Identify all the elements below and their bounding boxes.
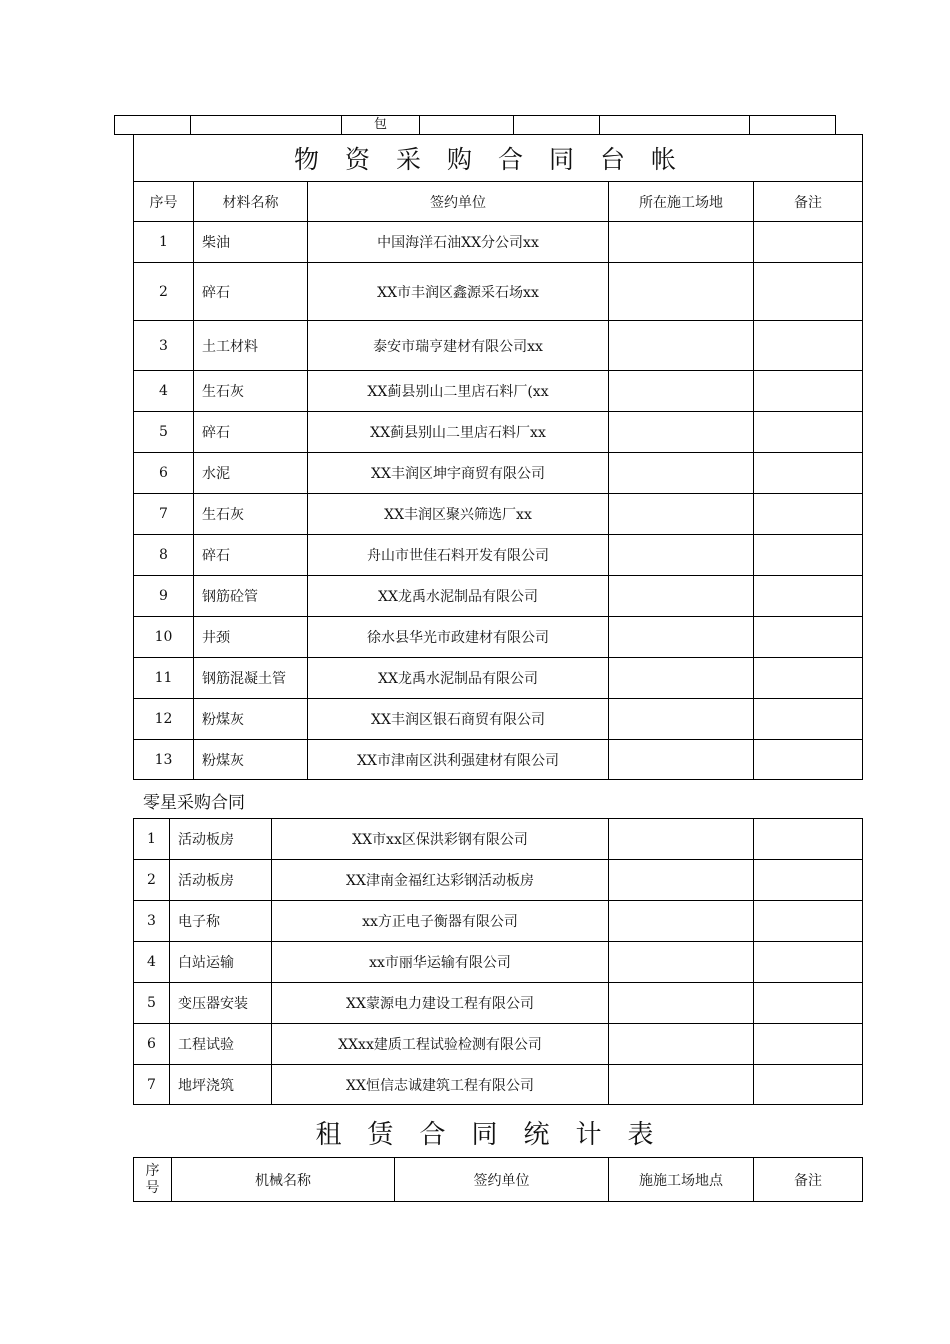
site-cell (609, 942, 754, 983)
site-cell (609, 371, 754, 412)
site-cell (609, 699, 754, 740)
contract-unit: XX市丰润区鑫源采石场xx (308, 263, 609, 321)
site-cell (609, 263, 754, 321)
top-strip-cell (836, 116, 837, 135)
material-name: 水泥 (194, 453, 308, 494)
site-cell (609, 658, 754, 699)
remark-cell (754, 371, 863, 412)
material-name: 土工材料 (194, 321, 308, 371)
row-number: 12 (134, 699, 194, 740)
row-number: 6 (134, 1024, 170, 1065)
site-cell (609, 819, 754, 860)
table-row (134, 412, 863, 453)
top-strip-table (114, 115, 837, 135)
table-row (134, 699, 863, 740)
remark-cell (754, 819, 863, 860)
site-cell (609, 1024, 754, 1065)
row-number: 6 (134, 453, 194, 494)
contract-unit: XX恒信志诚建筑工程有限公司 (272, 1065, 609, 1105)
purchase-contract-table (133, 134, 863, 780)
table-row (134, 1065, 863, 1105)
row-number: 10 (134, 617, 194, 658)
row-number: 5 (134, 412, 194, 453)
remark-cell (754, 494, 863, 535)
contract-unit: 舟山市世佳石料开发有限公司 (308, 535, 609, 576)
top-strip-row (115, 116, 837, 135)
remark-cell (754, 412, 863, 453)
site-cell (609, 1065, 754, 1105)
contract-unit: XX市津南区洪利强建材有限公司 (308, 740, 609, 780)
row-number: 8 (134, 535, 194, 576)
row-number: 11 (134, 658, 194, 699)
header-cell: 备注 (754, 182, 863, 222)
table-row (134, 617, 863, 658)
contract-unit: XX龙禹水泥制品有限公司 (308, 576, 609, 617)
header-cell: 施施工场地点 (609, 1158, 754, 1202)
material-name: 碎石 (194, 535, 308, 576)
header-cell: 备注 (754, 1158, 863, 1202)
table-row (134, 535, 863, 576)
purchase-table-title: 物资采购合同台帐 (134, 135, 863, 182)
site-cell (609, 494, 754, 535)
site-cell (609, 740, 754, 780)
table-row (134, 263, 863, 321)
contract-unit: XX蒙源电力建设工程有限公司 (272, 983, 609, 1024)
row-number: 7 (134, 494, 194, 535)
remark-cell (754, 453, 863, 494)
table-row (134, 740, 863, 780)
contract-unit: 泰安市瑞亨建材有限公司xx (308, 321, 609, 371)
top-strip-cell (750, 116, 836, 135)
remark-cell (754, 699, 863, 740)
contract-unit: XX津南金福红达彩钢活动板房 (272, 860, 609, 901)
contract-unit: XX蓟县别山二里店石料厂xx (308, 412, 609, 453)
remark-cell (754, 901, 863, 942)
table-row (134, 1024, 863, 1065)
row-number: 5 (134, 983, 170, 1024)
material-name: 碎石 (194, 263, 308, 321)
material-name: 钢筋混凝土管 (194, 658, 308, 699)
contract-unit: XX丰润区银石商贸有限公司 (308, 699, 609, 740)
contract-unit: XX丰润区坤宇商贸有限公司 (308, 453, 609, 494)
remark-cell (754, 1024, 863, 1065)
site-cell (609, 617, 754, 658)
top-strip-cell (191, 116, 342, 135)
contract-unit: XX蓟县别山二里店石料厂(xx (308, 371, 609, 412)
table-row (134, 983, 863, 1024)
remark-cell (754, 658, 863, 699)
site-cell (609, 983, 754, 1024)
remark-cell (754, 263, 863, 321)
top-strip-cell (420, 116, 514, 135)
row-number: 1 (134, 222, 194, 263)
table-row (134, 453, 863, 494)
remark-cell (754, 222, 863, 263)
material-name: 生石灰 (194, 494, 308, 535)
site-cell (609, 453, 754, 494)
lease-contract-table (133, 1157, 863, 1202)
item-name: 变压器安装 (170, 983, 272, 1024)
table-row (134, 942, 863, 983)
header-cell: 序号 (134, 182, 194, 222)
site-cell (609, 222, 754, 263)
header-row (134, 182, 863, 222)
header-cell: 机械名称 (172, 1158, 395, 1202)
site-cell (609, 860, 754, 901)
row-number: 4 (134, 942, 170, 983)
table-row (134, 860, 863, 901)
site-cell (609, 901, 754, 942)
site-cell (609, 576, 754, 617)
top-strip-cell (514, 116, 600, 135)
row-number: 7 (134, 1065, 170, 1105)
row-number: 2 (134, 860, 170, 901)
row-number: 3 (134, 901, 170, 942)
material-name: 钢筋砼管 (194, 576, 308, 617)
header-cell: 签约单位 (395, 1158, 609, 1202)
table-row (134, 819, 863, 860)
row-number: 4 (134, 371, 194, 412)
row-number: 3 (134, 321, 194, 371)
top-strip-cell (600, 116, 750, 135)
table-row (134, 222, 863, 263)
header-cell: 材料名称 (194, 182, 308, 222)
site-cell (609, 535, 754, 576)
material-name: 碎石 (194, 412, 308, 453)
material-name: 井颈 (194, 617, 308, 658)
misc-purchase-heading: 零星采购合同 (143, 793, 245, 813)
item-name: 电子称 (170, 901, 272, 942)
top-strip-cell (115, 116, 191, 135)
row-number: 13 (134, 740, 194, 780)
table-row (134, 321, 863, 371)
row-number: 1 (134, 819, 170, 860)
item-name: 工程试验 (170, 1024, 272, 1065)
item-name: 地坪浇筑 (170, 1065, 272, 1105)
top-strip-cell: 包 (342, 116, 420, 135)
row-number: 9 (134, 576, 194, 617)
remark-cell (754, 740, 863, 780)
remark-cell (754, 1065, 863, 1105)
header-cell: 签约单位 (308, 182, 609, 222)
remark-cell (754, 321, 863, 371)
item-name: 活动板房 (170, 860, 272, 901)
material-name: 粉煤灰 (194, 699, 308, 740)
contract-unit: xx市丽华运输有限公司 (272, 942, 609, 983)
item-name: 活动板房 (170, 819, 272, 860)
title-row (134, 135, 863, 182)
remark-cell (754, 942, 863, 983)
remark-cell (754, 860, 863, 901)
remark-cell (754, 576, 863, 617)
contract-unit: xx方正电子衡器有限公司 (272, 901, 609, 942)
remark-cell (754, 983, 863, 1024)
table-row (134, 901, 863, 942)
contract-unit: XX龙禹水泥制品有限公司 (308, 658, 609, 699)
misc-purchase-table (133, 818, 863, 1105)
site-cell (609, 412, 754, 453)
header-row (134, 1158, 863, 1202)
lease-table-title: 租赁合同统计表 (315, 1120, 680, 1150)
table-row (134, 494, 863, 535)
header-cell (134, 1158, 172, 1202)
contract-unit: XXxx建质工程试验检测有限公司 (272, 1024, 609, 1065)
table-row (134, 371, 863, 412)
contract-unit: 徐水县华光市政建材有限公司 (308, 617, 609, 658)
material-name: 粉煤灰 (194, 740, 308, 780)
item-name: 白站运输 (170, 942, 272, 983)
header-cell: 所在施工场地 (609, 182, 754, 222)
site-cell (609, 321, 754, 371)
contract-unit: XX市xx区保洪彩钢有限公司 (272, 819, 609, 860)
row-number: 2 (134, 263, 194, 321)
table-row (134, 576, 863, 617)
seq-header-text: 序号 (145, 1162, 160, 1196)
material-name: 柴油 (194, 222, 308, 263)
contract-unit: XX丰润区聚兴筛选厂xx (308, 494, 609, 535)
remark-cell (754, 617, 863, 658)
material-name: 生石灰 (194, 371, 308, 412)
contract-unit: 中国海洋石油XX分公司xx (308, 222, 609, 263)
remark-cell (754, 535, 863, 576)
table-row (134, 658, 863, 699)
